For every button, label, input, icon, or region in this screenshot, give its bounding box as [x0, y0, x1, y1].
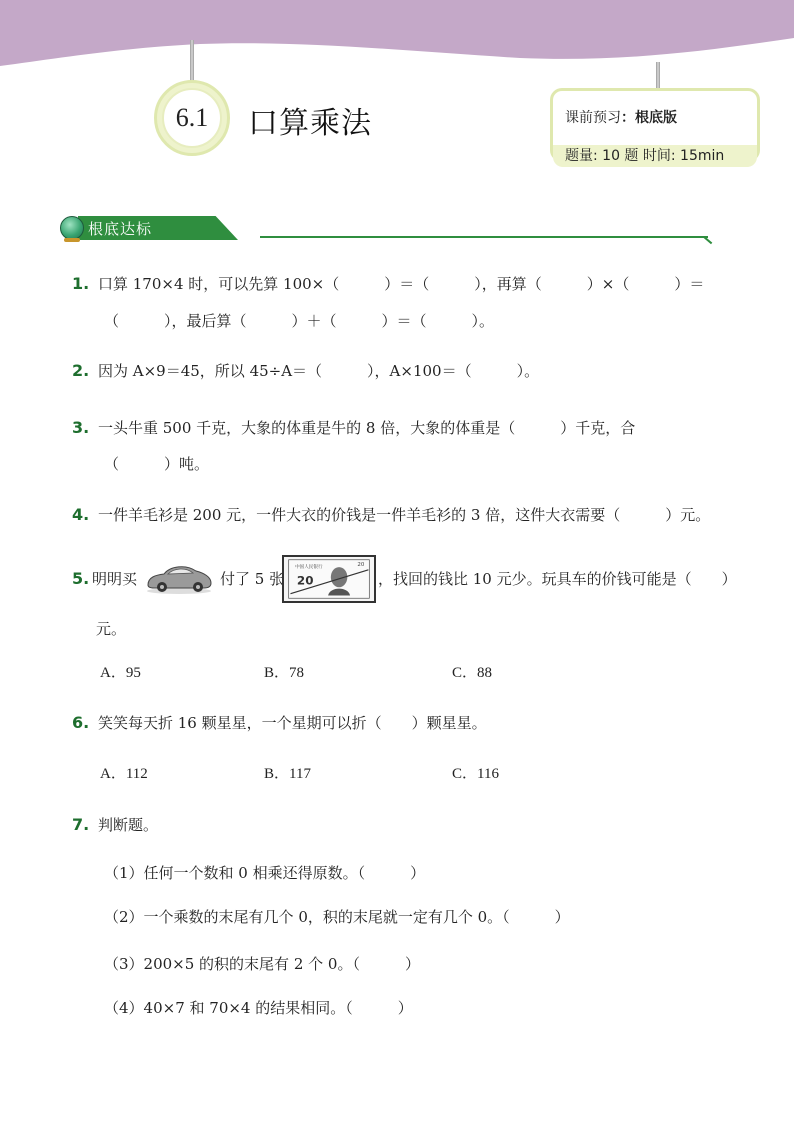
banknote-issuer: 中国人民银行 — [295, 565, 323, 570]
info-count-time: 题量: 10 题 时间: 15min — [553, 145, 757, 167]
info-line-preview — [565, 107, 677, 127]
judgement-item-1: （1）任何一个数和 0 相乘还得原数。（ ） — [104, 864, 426, 882]
question-number: 7. — [72, 815, 90, 834]
question-1 — [72, 274, 704, 294]
option-b[interactable]: B．78 — [264, 665, 305, 681]
question-5-line2: 元。 — [96, 620, 127, 638]
question-4 — [72, 505, 710, 525]
question-3-line2: （ ）吨。 — [104, 455, 210, 473]
question-6 — [72, 713, 487, 733]
question-text: 判断题。 — [98, 816, 159, 834]
option-a[interactable]: A．95 — [100, 665, 141, 681]
option-b[interactable]: B．117 — [264, 766, 311, 782]
question-number: 5. — [72, 569, 90, 588]
lesson-title: 口算乘法 — [248, 106, 372, 141]
question-number: 1. — [72, 274, 90, 293]
judgement-item-4: （4）40×7 和 70×4 的结果相同。（ ） — [104, 999, 413, 1017]
question-number: 3. — [72, 418, 90, 437]
option-a[interactable]: A．112 — [100, 766, 148, 782]
banknote-value: 20 — [296, 573, 314, 588]
question-7 — [72, 815, 158, 835]
question-5 — [72, 569, 137, 589]
question-2 — [72, 361, 539, 381]
question-number: 6. — [72, 713, 90, 732]
question-text: 一件羊毛衫是 200 元，一件大衣的价钱是一件羊毛衫的 3 倍，这件大衣需要（ ）元。 — [98, 506, 711, 524]
info-card — [550, 88, 760, 162]
option-c[interactable]: C．88 — [452, 665, 493, 681]
question-text: 一头牛重 500 千克，大象的体重是牛的 8 倍，大象的体重是（ ）千克，合 — [98, 419, 636, 437]
section-divider — [260, 236, 708, 238]
question-1-line2: （ ），最后算（ ）＋（ ）＝（ ）。 — [104, 312, 495, 330]
globe-stand-icon — [64, 238, 80, 242]
question-text: 口算 170×4 时，可以先算 100×（ ）＝（ ），再算（ ）×（ ）＝ — [98, 275, 705, 293]
info-version: ：根底版 — [621, 110, 677, 126]
info-prefix: 课前预习 — [565, 110, 621, 126]
option-c[interactable]: C．116 — [452, 766, 499, 782]
question-5-text-c: ，找回的钱比 10 元少。玩具车的价钱可能是（ ） — [378, 570, 737, 588]
judgement-item-2: （2）一个乘数的末尾有几个 0，积的末尾就一定有几个 0。（ ） — [104, 908, 570, 926]
question-number: 2. — [72, 361, 90, 380]
question-text: 因为 A×9＝45，所以 45÷A＝（ ），A×100＝（ ）。 — [98, 362, 540, 380]
question-number: 4. — [72, 505, 90, 524]
banknote-corner-value: 20 — [357, 562, 365, 569]
section-heading — [60, 214, 720, 244]
question-text-a: 明明买 — [92, 570, 138, 588]
section-title: 根底达标 — [88, 220, 153, 238]
toy-car-icon — [144, 561, 214, 595]
judgement-item-3: （3）200×5 的积的末尾有 2 个 0。（ ） — [104, 955, 420, 973]
question-text: 笑笑每天折 16 颗星星，一个星期可以折（ ）颗星星。 — [98, 714, 487, 732]
question-5-text-b: 付了 5 张 — [220, 570, 285, 588]
banknote-20-icon — [282, 555, 376, 603]
question-3 — [72, 418, 635, 438]
hanging-string-left — [190, 40, 194, 84]
lesson-number-badge — [154, 80, 230, 156]
top-wave-banner — [0, 0, 794, 80]
globe-icon — [60, 216, 84, 240]
lesson-number: 6.1 — [162, 88, 222, 148]
